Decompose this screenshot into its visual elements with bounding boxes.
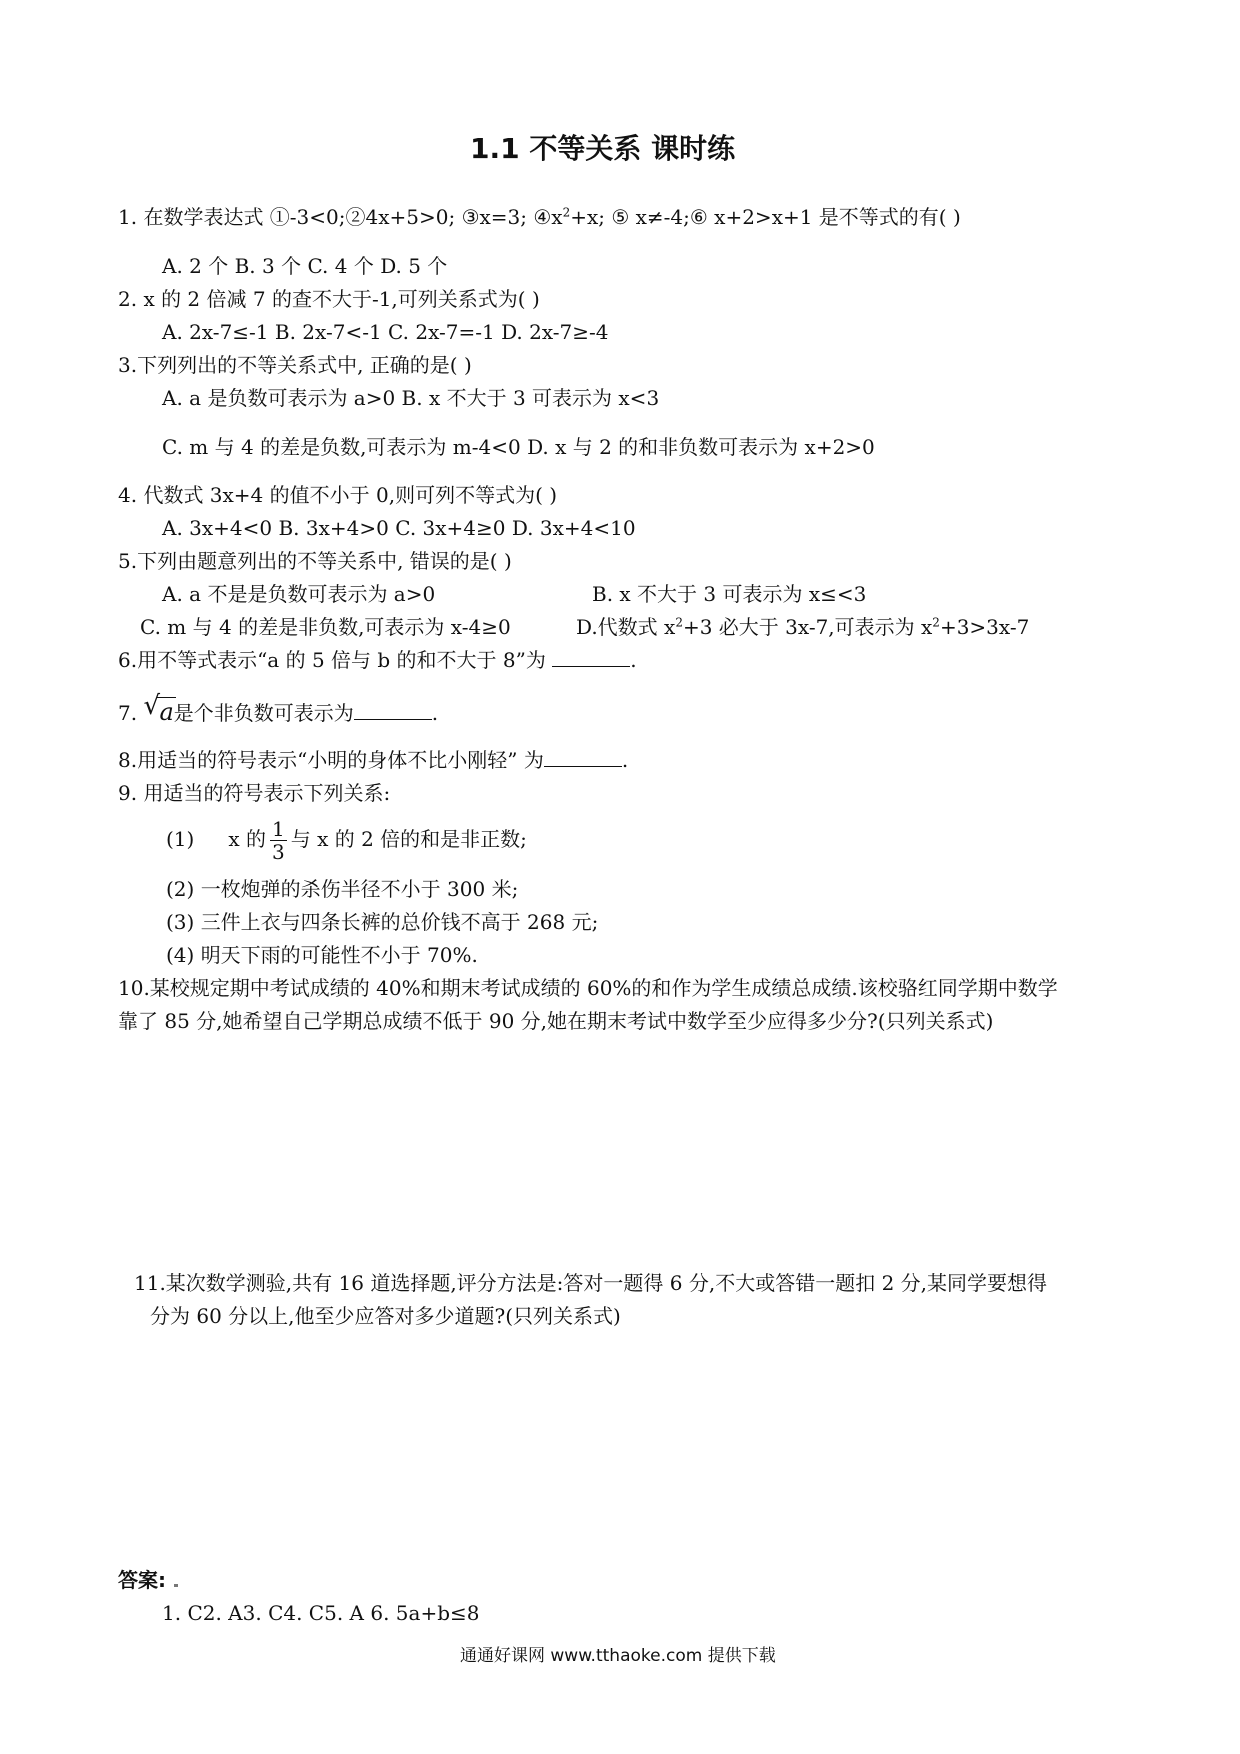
question-5-superscript-2: 2 (932, 615, 940, 630)
item-1-text-a: x 的 (228, 827, 266, 851)
item-1-text-b: 与 x 的 2 倍的和是非正数; (290, 827, 527, 851)
question-8-end: . (621, 748, 629, 772)
question-1-superscript: 2 (562, 205, 571, 220)
question-10-line-2: 靠了 85 分,她希望自己学期总成绩不低于 90 分,她在期末考试中数学至少应得多少分?(只列关系式) (118, 1009, 994, 1033)
question-7-stem: 是个非负数可表示为 (173, 701, 354, 725)
fraction-numerator: 1 (271, 817, 285, 841)
question-9-item-1 (166, 815, 527, 863)
question-6-stem: 6.用不等式表示“a 的 5 倍与 b 的和不大于 8”为 (118, 648, 553, 672)
question-5-option-d-part-a: D.代数式 x (576, 615, 676, 639)
page-footer: 通通好课网 www.tthaoke.com 提供下载 (460, 1646, 776, 1666)
question-9-item-4: (4) 明天下雨的可能性不小于 70%. (166, 943, 478, 967)
question-5-stem: 5.下列由题意列出的不等关系中, 错误的是( ) (118, 549, 512, 573)
question-6 (118, 647, 637, 673)
question-5-option-d (576, 614, 1029, 640)
question-3-stem: 3.下列列出的不等关系式中, 正确的是( ) (118, 353, 472, 377)
answer-label: 答案: (118, 1568, 166, 1592)
page-title: 1.1 不等关系 课时练 (470, 132, 736, 165)
question-5-option-d-part-b: +3 必大于 3x-7,可表示为 x (682, 615, 933, 639)
answer-blank (544, 748, 622, 767)
radical-sign-icon: √ (143, 691, 161, 721)
question-5-option-b: B. x 不大于 3 可表示为 x≤<3 (592, 582, 867, 606)
question-5-superscript-1: 2 (675, 615, 683, 630)
question-5-option-a: A. a 不是是负数可表示为 a>0 (162, 582, 436, 606)
question-3-options-ab: A. a 是负数可表示为 a>0 B. x 不大于 3 可表示为 x<3 (162, 386, 660, 410)
question-1-stem-part-b: +x; ⑤ x≠-4;⑥ x+2>x+1 是不等式的有( ) (570, 205, 961, 229)
question-2-options: A. 2x-7≤-1 B. 2x-7<-1 C. 2x-7=-1 D. 2x-7≥-4 (162, 320, 609, 344)
question-4-stem: 4. 代数式 3x+4 的值不小于 0,则可列不等式为( ) (118, 483, 558, 507)
question-10-line-1: 10.某校规定期中考试成绩的 40%和期末考试成绩的 60%的和作为学生成绩总成绩.该校骆红同学期中数学 (118, 976, 1058, 1000)
question-7-number: 7. (118, 701, 144, 725)
question-9-stem: 9. 用适当的符号表示下列关系: (118, 781, 391, 805)
question-9-item-3: (3) 三件上衣与四条长裤的总价钱不高于 268 元; (166, 910, 599, 934)
answer-blank (552, 648, 630, 667)
question-1-options: A. 2 个 B. 3 个 C. 4 个 D. 5 个 (162, 254, 448, 278)
question-3-options-cd: C. m 与 4 的差是负数,可表示为 m-4<0 D. x 与 2 的和非负数可表示为 x+2>0 (162, 435, 875, 459)
question-7 (118, 691, 439, 726)
stray-mark (174, 1584, 178, 1587)
fraction-denominator: 3 (271, 840, 285, 864)
question-8-stem: 8.用适当的符号表示“小明的身体不比小刚轻” 为 (118, 748, 544, 772)
question-2-stem: 2. x 的 2 倍减 7 的查不大于-1,可列关系式为( ) (118, 287, 540, 311)
question-1-stem-part-a: 1. 在数学表达式 ①-3<0;②4x+5>0; ③x=3; ④x (118, 205, 563, 229)
fraction-one-third (270, 818, 287, 863)
answer-line: 1. C2. A3. C4. C5. A 6. 5a+b≤8 (162, 1601, 480, 1625)
item-1-label: (1) (166, 827, 195, 851)
question-4-options: A. 3x+4<0 B. 3x+4>0 C. 3x+4≥0 D. 3x+4<10 (162, 516, 636, 540)
square-root-expression (143, 691, 174, 726)
question-5-option-d-part-c: +3>3x-7 (939, 615, 1030, 639)
question-5-option-c: C. m 与 4 的差是非负数,可表示为 x-4≥0 (140, 615, 511, 639)
radical-bar (157, 697, 175, 698)
question-11-line-1: 11.某次数学测验,共有 16 道选择题,评分方法是:答对一题得 6 分,不大或答错一题扣 2 分,某同学要想得 (134, 1271, 1048, 1295)
question-8 (118, 747, 628, 773)
question-7-end: . (431, 701, 439, 725)
radicand: a (159, 698, 174, 726)
question-6-end: . (630, 648, 637, 672)
answer-section-label (118, 1567, 178, 1593)
answer-blank (354, 701, 432, 720)
question-11-line-2: 分为 60 分以上,他至少应答对多少道题?(只列关系式) (150, 1304, 621, 1328)
question-1-stem (118, 204, 961, 230)
question-9-item-2: (2) 一枚炮弹的杀伤半径不小于 300 米; (166, 877, 519, 901)
